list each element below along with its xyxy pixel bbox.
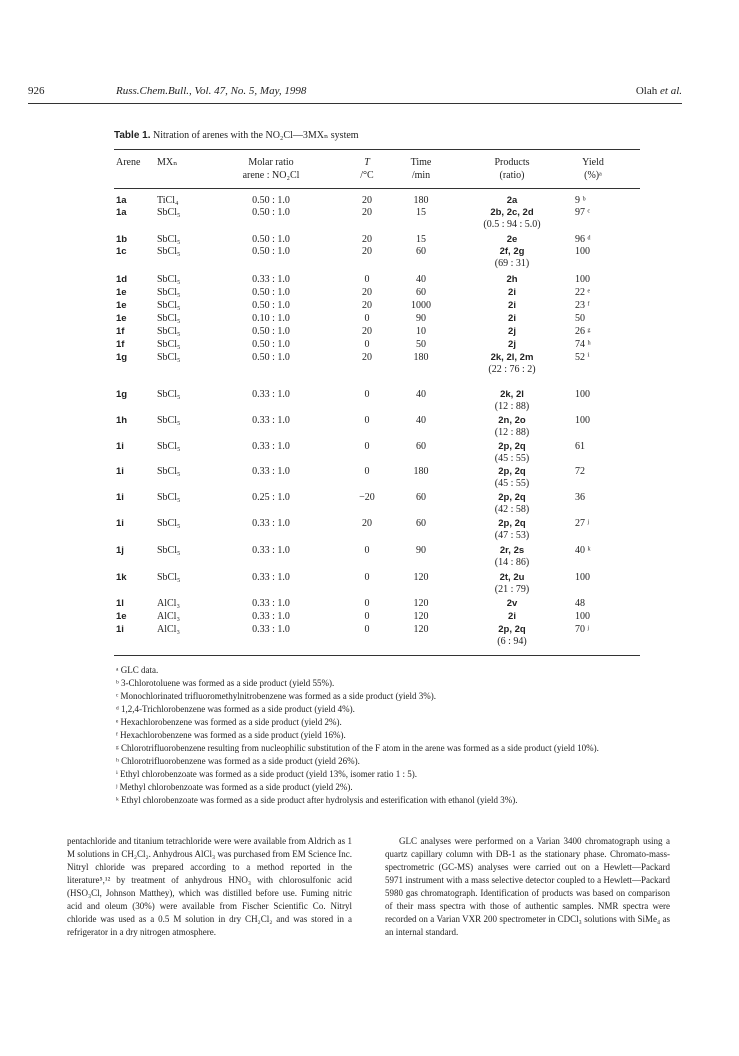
- cell-arene: 1e: [116, 611, 127, 622]
- cell-time: 40: [416, 274, 426, 285]
- cell-time: 180: [413, 466, 429, 477]
- cell-time: 50: [416, 339, 426, 350]
- cell-arene: 1e: [116, 287, 127, 298]
- cell-products: 2j: [508, 339, 516, 350]
- cell-products: 2f, 2g: [499, 246, 525, 257]
- cell-products: 2a: [506, 195, 518, 206]
- cell-molar-ratio: 0.33 : 1.0: [252, 274, 290, 285]
- cell-products: 2t, 2u: [499, 572, 525, 583]
- cell-temperature: 20: [362, 287, 372, 298]
- page-number: 926: [28, 85, 45, 97]
- table-title: Nitration of arenes with the NO₂Cl—3MXₙ system: [153, 130, 359, 141]
- cell-products: 2i: [508, 300, 516, 311]
- cell-mx: AlCl₃: [157, 624, 180, 635]
- cell-temperature: 0: [364, 545, 370, 556]
- cell-time: 180: [413, 352, 429, 363]
- cell-product-ratio: (69 : 31): [494, 258, 530, 269]
- cell-yield: 26 ᵍ: [575, 326, 591, 337]
- cell-yield: 9 ᵇ: [575, 195, 586, 206]
- cell-product-ratio: (45 : 55): [494, 453, 530, 464]
- cell-temperature: −20: [359, 492, 375, 503]
- table-caption: [114, 130, 359, 141]
- cell-time: 90: [416, 545, 426, 556]
- cell-arene: 1f: [116, 326, 125, 337]
- footnote: ᵏ Ethyl chlorobenzoate was formed as a side product after hydrolysis and esterification with ethanol (yield 3%).: [116, 795, 518, 805]
- col-header-arene: Arene: [116, 157, 141, 168]
- footnote: ʰ Chlorotrifluorobenzene was formed as a side product (yield 26%).: [116, 756, 360, 766]
- cell-time: 120: [413, 598, 429, 609]
- cell-time: 120: [413, 572, 429, 583]
- col-header-mx: MXₙ: [157, 157, 178, 168]
- col-header-products-line1: Products: [494, 157, 530, 168]
- cell-yield: 97 ᶜ: [575, 207, 591, 218]
- cell-arene: 1g: [116, 352, 128, 363]
- cell-arene: 1i: [116, 518, 124, 529]
- footnote: ᶜ Monochlorinated trifluoromethylnitrobenzene was formed as a side product (yield 3%).: [116, 691, 436, 701]
- cell-temperature: 0: [364, 598, 370, 609]
- cell-mx: SbCl₅: [157, 274, 181, 285]
- cell-arene: 1i: [116, 492, 124, 503]
- cell-mx: SbCl₅: [157, 466, 181, 477]
- cell-mx: SbCl₅: [157, 287, 181, 298]
- footnote: ᵇ 3-Chlorotoluene was formed as a side product (yield 55%).: [116, 678, 335, 688]
- cell-yield: 70 ʲ: [575, 624, 590, 635]
- cell-molar-ratio: 0.33 : 1.0: [252, 545, 290, 556]
- cell-time: 60: [416, 441, 426, 452]
- cell-mx: AlCl₃: [157, 611, 180, 622]
- cell-mx: AlCl₃: [157, 598, 180, 609]
- cell-products: 2i: [508, 611, 516, 622]
- cell-yield: 36: [575, 492, 585, 503]
- cell-molar-ratio: 0.33 : 1.0: [252, 466, 290, 477]
- cell-mx: TiCl₄: [157, 195, 179, 206]
- cell-time: 120: [413, 624, 429, 635]
- cell-temperature: 20: [362, 234, 372, 245]
- cell-molar-ratio: 0.33 : 1.0: [252, 598, 290, 609]
- cell-products: 2i: [508, 287, 516, 298]
- cell-product-ratio: (6 : 94): [497, 636, 527, 647]
- cell-molar-ratio: 0.25 : 1.0: [252, 492, 290, 503]
- col-header-molar-ratio-line1: Molar ratio: [248, 157, 294, 168]
- cell-time: 40: [416, 415, 426, 426]
- cell-time: 120: [413, 611, 429, 622]
- cell-temperature: 0: [364, 572, 370, 583]
- col-header-time-line2: /min: [411, 170, 431, 181]
- cell-mx: SbCl₅: [157, 518, 181, 529]
- cell-temperature: 0: [364, 274, 370, 285]
- cell-product-ratio: (42 : 58): [494, 504, 530, 515]
- running-header: [0, 85, 739, 99]
- cell-temperature: 0: [364, 415, 370, 426]
- cell-temperature: 0: [364, 466, 370, 477]
- table-top-rule: [114, 149, 640, 150]
- col-header-temperature-line2: /°C: [360, 170, 374, 181]
- cell-mx: SbCl₅: [157, 389, 181, 400]
- cell-mx: SbCl₅: [157, 246, 181, 257]
- cell-arene: 1i: [116, 466, 124, 477]
- cell-mx: SbCl₅: [157, 545, 181, 556]
- cell-time: 40: [416, 389, 426, 400]
- cell-arene: 1j: [116, 545, 124, 556]
- col-header-time: [403, 156, 439, 182]
- cell-molar-ratio: 0.50 : 1.0: [252, 352, 290, 363]
- header-rule: [28, 103, 682, 104]
- cell-temperature: 0: [364, 313, 370, 324]
- cell-temperature: 0: [364, 624, 370, 635]
- cell-time: 15: [416, 234, 426, 245]
- cell-molar-ratio: 0.50 : 1.0: [252, 326, 290, 337]
- cell-products: 2r, 2s: [499, 545, 525, 556]
- col-header-molar-ratio-line2: arene : NO₂Cl: [242, 170, 300, 181]
- col-header-yield-line1: Yield: [582, 157, 604, 168]
- cell-arene: 1e: [116, 313, 127, 324]
- cell-yield: 22 ᵉ: [575, 287, 591, 298]
- cell-time: 180: [413, 195, 429, 206]
- cell-arene: 1d: [116, 274, 128, 285]
- cell-temperature: 20: [362, 518, 372, 529]
- cell-products: 2e: [506, 234, 518, 245]
- cell-molar-ratio: 0.33 : 1.0: [252, 389, 290, 400]
- cell-products: 2p, 2q: [498, 466, 526, 477]
- cell-mx: SbCl₅: [157, 300, 181, 311]
- cell-arene: 1f: [116, 339, 125, 350]
- cell-yield: 100: [575, 274, 590, 285]
- running-authors: [636, 85, 682, 97]
- cell-molar-ratio: 0.33 : 1.0: [252, 624, 290, 635]
- cell-yield: 100: [575, 246, 590, 257]
- cell-yield: 100: [575, 572, 590, 583]
- cell-molar-ratio: 0.50 : 1.0: [252, 207, 290, 218]
- cell-arene: 1a: [116, 207, 127, 218]
- cell-molar-ratio: 0.50 : 1.0: [252, 195, 290, 206]
- cell-temperature: 20: [362, 300, 372, 311]
- cell-product-ratio: (45 : 55): [494, 478, 530, 489]
- col-header-time-line1: Time: [410, 157, 432, 168]
- cell-mx: SbCl₅: [157, 313, 181, 324]
- cell-arene: 1h: [116, 415, 128, 426]
- body-paragraph-left: pentachloride and titanium tetrachloride were were available from Aldrich as 1 M solutions in CH₂Cl₂. Anhydrous AlCl₃ was purchased from EM Science Inc. Nitryl chloride was prepared according to a method reported in the literature⁵,¹² by treatment of anhydrous HNO₃ with chlorosulfonic acid (HSO₃Cl, Johnson Matthey), which was distilled before use. Fuming nitric acid and oleum (30%) were available from Fischer Scientific Co. Nitryl chloride was used as a 0.5 M solution in dry CH₂Cl₂ and was stored in a refrigerator in a dry nitrogen atmosphere.: [67, 836, 352, 937]
- cell-product-ratio: (0.5 : 94 : 5.0): [483, 219, 541, 230]
- table-footnotes: [116, 664, 646, 807]
- author-name: Olah: [635, 85, 658, 97]
- cell-temperature: 0: [364, 339, 370, 350]
- cell-time: 60: [416, 287, 426, 298]
- table-bottom-rule: [114, 655, 640, 656]
- body-paragraph-right: GLC analyses were performed on a Varian 3400 chromatograph using a quartz capillary column with DB-1 as the stationary phase. Chromato-mass-spectrometric (GC-MS) analyses were carried out on a Hewlett—Packard 5971 instrument with a mass selective detector coupled to a Hewlett—Packard 5980 gas chromatograph. Identification of products was based on comparison of their mass spectra with those of authentic samples. NMR spectra were recorded on a Varian VXR 200 spectrometer in CDCl₃ solutions with SiMe₄ as an internal standard.: [385, 836, 670, 937]
- cell-mx: SbCl₅: [157, 207, 181, 218]
- footnote: ʲ Methyl chlorobenzoate was formed as a side product (yield 2%).: [116, 782, 353, 792]
- cell-product-ratio: (12 : 88): [494, 401, 530, 412]
- col-header-yield: [575, 156, 611, 182]
- cell-molar-ratio: 0.50 : 1.0: [252, 287, 290, 298]
- body-column-left: [67, 835, 352, 939]
- footnote: ᵃ GLC data.: [116, 665, 159, 675]
- cell-mx: SbCl₅: [157, 441, 181, 452]
- col-header-yield-line2: (%)ᵃ: [584, 170, 602, 181]
- cell-products: 2n, 2o: [498, 415, 526, 426]
- cell-mx: SbCl₅: [157, 339, 181, 350]
- cell-time: 15: [416, 207, 426, 218]
- cell-arene: 1i: [116, 441, 124, 452]
- cell-molar-ratio: 0.50 : 1.0: [252, 339, 290, 350]
- col-header-temperature: [352, 156, 382, 182]
- cell-molar-ratio: 0.50 : 1.0: [252, 246, 290, 257]
- col-header-molar-ratio: [230, 156, 312, 182]
- table-label: Table 1.: [114, 130, 151, 141]
- cell-temperature: 20: [362, 326, 372, 337]
- cell-molar-ratio: 0.33 : 1.0: [252, 611, 290, 622]
- cell-products: 2p, 2q: [498, 518, 526, 529]
- cell-product-ratio: (47 : 53): [494, 530, 530, 541]
- cell-molar-ratio: 0.50 : 1.0: [252, 300, 290, 311]
- cell-mx: SbCl₅: [157, 572, 181, 583]
- cell-yield: 48: [575, 598, 585, 609]
- body-column-right: [385, 835, 670, 939]
- cell-yield: 100: [575, 389, 590, 400]
- cell-yield: 27 ʲ: [575, 518, 590, 529]
- cell-molar-ratio: 0.33 : 1.0: [252, 572, 290, 583]
- cell-time: 60: [416, 518, 426, 529]
- footnote: ᶠ Hexachlorobenzene was formed as a side product (yield 16%).: [116, 730, 346, 740]
- cell-yield: 23 ᶠ: [575, 300, 590, 311]
- cell-yield: 96 ᵈ: [575, 234, 591, 245]
- cell-product-ratio: (22 : 76 : 2): [488, 364, 536, 375]
- cell-products: 2p, 2q: [498, 492, 526, 503]
- cell-temperature: 0: [364, 611, 370, 622]
- cell-molar-ratio: 0.33 : 1.0: [252, 441, 290, 452]
- cell-mx: SbCl₅: [157, 492, 181, 503]
- cell-products: 2h: [506, 274, 518, 285]
- cell-arene: 1i: [116, 624, 124, 635]
- author-etal: et al.: [660, 85, 682, 97]
- cell-molar-ratio: 0.33 : 1.0: [252, 415, 290, 426]
- cell-molar-ratio: 0.33 : 1.0: [252, 518, 290, 529]
- cell-arene: 1g: [116, 389, 128, 400]
- footnote: ᵈ 1,2,4-Trichlorobenzene was formed as a side product (yield 4%).: [116, 704, 355, 714]
- col-header-products: [466, 156, 558, 182]
- cell-products: 2p, 2q: [498, 441, 526, 452]
- cell-yield: 52 ⁱ: [575, 352, 590, 363]
- cell-products: 2k, 2l, 2m: [490, 352, 534, 363]
- cell-arene: 1b: [116, 234, 128, 245]
- col-header-products-line2: (ratio): [499, 170, 525, 181]
- footnote: ⁱ Ethyl chlorobenzoate was formed as a side product (yield 13%, isomer ratio 1 : 5).: [116, 769, 417, 779]
- cell-arene: 1c: [116, 246, 127, 257]
- cell-yield: 74 ʰ: [575, 339, 591, 350]
- cell-time: 60: [416, 492, 426, 503]
- cell-mx: SbCl₅: [157, 326, 181, 337]
- cell-yield: 40 ᵏ: [575, 545, 591, 556]
- table-header-rule: [114, 188, 640, 189]
- cell-yield: 100: [575, 415, 590, 426]
- cell-products: 2v: [506, 598, 518, 609]
- cell-mx: SbCl₅: [157, 352, 181, 363]
- cell-temperature: 20: [362, 195, 372, 206]
- cell-product-ratio: (21 : 79): [494, 584, 530, 595]
- cell-yield: 61: [575, 441, 585, 452]
- cell-products: 2j: [508, 326, 516, 337]
- cell-mx: SbCl₅: [157, 234, 181, 245]
- cell-arene: 1a: [116, 195, 127, 206]
- cell-temperature: 20: [362, 207, 372, 218]
- cell-mx: SbCl₅: [157, 415, 181, 426]
- cell-time: 1000: [411, 300, 431, 311]
- cell-arene: 1e: [116, 300, 127, 311]
- cell-arene: 1l: [116, 598, 124, 609]
- cell-molar-ratio: 0.10 : 1.0: [252, 313, 290, 324]
- cell-products: 2b, 2c, 2d: [490, 207, 534, 218]
- cell-time: 60: [416, 246, 426, 257]
- col-header-temperature-line1: T: [364, 157, 370, 168]
- cell-product-ratio: (12 : 88): [494, 427, 530, 438]
- footnote: ᵉ Hexachlorobenzene was formed as a side product (yield 2%).: [116, 717, 342, 727]
- cell-temperature: 20: [362, 246, 372, 257]
- cell-yield: 50: [575, 313, 585, 324]
- journal-citation: Russ.Chem.Bull., Vol. 47, No. 5, May, 1998: [116, 85, 307, 97]
- cell-temperature: 0: [364, 441, 370, 452]
- footnote: ᵍ Chlorotrifluorobenzene resulting from nucleophilic substitution of the F atom in the arene was formed as a side product (yield 10%).: [116, 743, 599, 753]
- cell-products: 2k, 2l: [500, 389, 524, 400]
- cell-time: 90: [416, 313, 426, 324]
- cell-temperature: 20: [362, 352, 372, 363]
- cell-arene: 1k: [116, 572, 127, 583]
- cell-products: 2p, 2q: [498, 624, 526, 635]
- cell-time: 10: [416, 326, 426, 337]
- cell-products: 2i: [508, 313, 516, 324]
- cell-yield: 100: [575, 611, 590, 622]
- cell-yield: 72: [575, 466, 585, 477]
- cell-temperature: 0: [364, 389, 370, 400]
- cell-molar-ratio: 0.50 : 1.0: [252, 234, 290, 245]
- cell-product-ratio: (14 : 86): [494, 557, 530, 568]
